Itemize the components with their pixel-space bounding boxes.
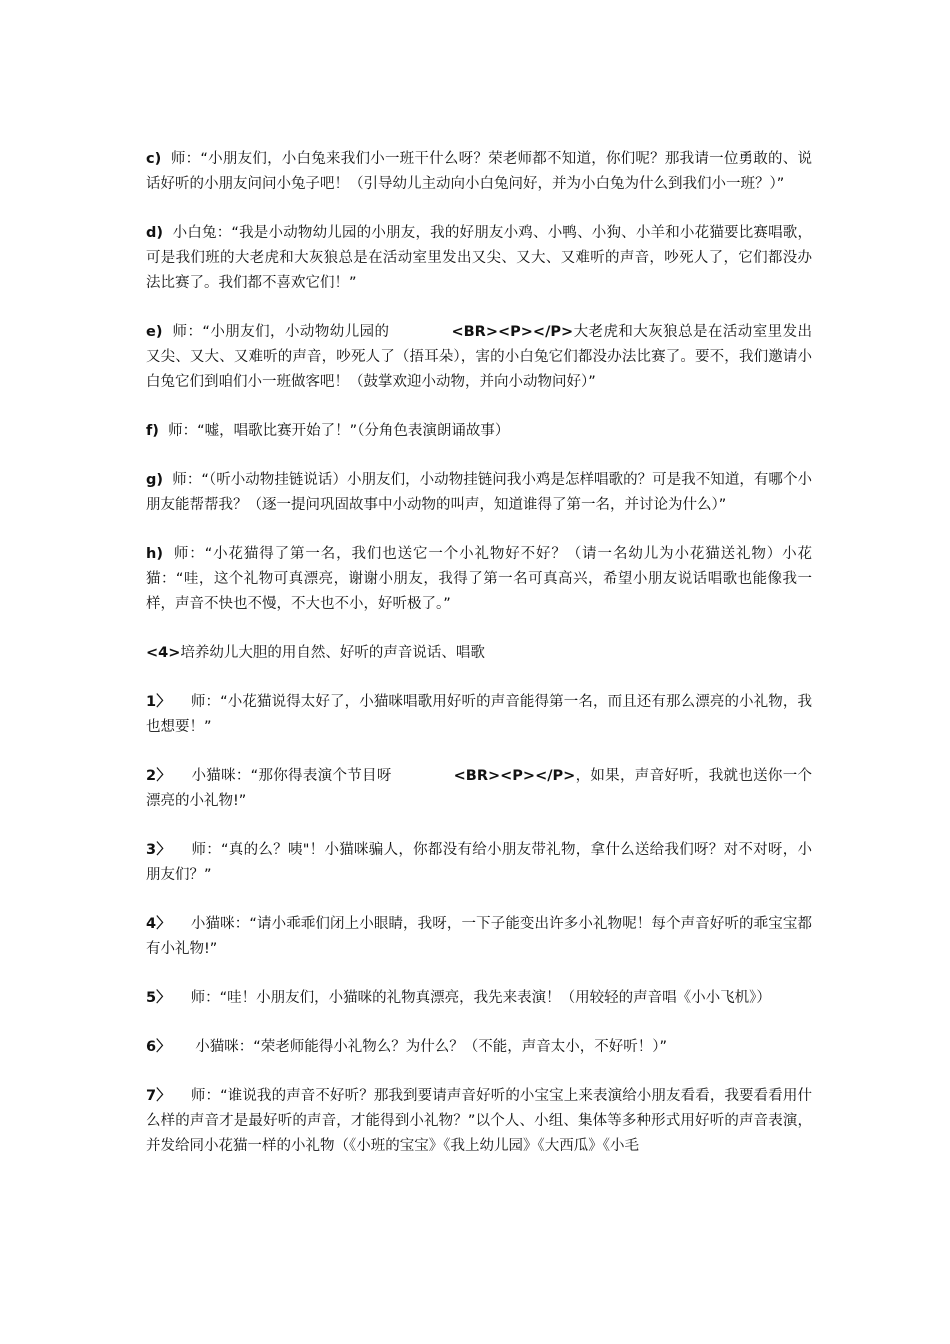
step-label: 4〉 xyxy=(146,916,171,932)
item-text: 小白兔：“我是小动物幼儿园的小朋友，我的好朋友小鸡、小鸭、小狗、小羊和小花猫要比赛唱歌，可是我们班的大老虎和大灰狼总是在活动室里发出又尖、又大、又难听的声音，吵死人了，它们都没办法比赛了。我们都不喜欢它们！” xyxy=(146,225,812,291)
paragraph-e xyxy=(146,320,812,395)
html-tag-text: <BR><P></P> xyxy=(451,324,574,340)
step-5 xyxy=(146,986,812,1011)
step-label: 5〉 xyxy=(146,990,171,1006)
step-text: 小猫咪：“请小乖乖们闭上小眼睛，我呀，一下子能变出许多小礼物呢！每个声音好听的乖宝宝都有小礼物!” xyxy=(146,916,812,957)
step-label: 3〉 xyxy=(146,842,172,858)
step-4 xyxy=(146,912,812,962)
step-6 xyxy=(146,1035,812,1060)
item-text: 师：“嘘，唱歌比赛开始了！”（分角色表演朗诵故事） xyxy=(158,423,510,439)
item-text-continued: 大老虎和大灰狼总是在活动室里发出又尖、又大、又难听的声音，吵死人了（捂耳朵），害的小白兔它们都没办法比赛了。要不，我们邀请小白兔它们到咱们小一班做客吧！（鼓掌欢迎小动物，并向小动物问好）” xyxy=(146,324,813,390)
item-label: e) xyxy=(146,324,163,340)
step-text: 小猫咪：“荣老师能得小礼物么？为什么？（不能，声音太小，不好听！）” xyxy=(190,1039,667,1055)
item-label: h) xyxy=(146,546,163,562)
step-label: 1〉 xyxy=(146,694,171,710)
section-heading-4 xyxy=(146,641,812,666)
paragraph-f xyxy=(146,419,812,444)
section-title: 培养幼儿大胆的用自然、好听的声音说话、唱歌 xyxy=(180,645,485,661)
step-7 xyxy=(146,1084,812,1159)
step-text: 师：“哇！小朋友们，小猫咪的礼物真漂亮，我先来表演！（用较轻的声音唱《小小飞机》） xyxy=(190,990,771,1006)
paragraph-h xyxy=(146,542,812,617)
item-label: d) xyxy=(146,225,164,241)
document-body xyxy=(146,147,812,1183)
step-text: 师：“谁说我的声音不好听？那我到要请声音好听的小宝宝上来表演给小朋友看看，我要看看用什么样的声音才是最好听的声音，才能得到小礼物？”以个人、小组、集体等多种形式用好听的声音表演，并发给同小花猫一样的小礼物（《小班的宝宝》《我上幼儿园》《大西瓜》《小毛 xyxy=(146,1088,812,1154)
paragraph-d xyxy=(146,221,812,296)
item-label: g) xyxy=(146,472,164,488)
step-label: 7〉 xyxy=(146,1088,171,1104)
step-label: 6〉 xyxy=(146,1039,171,1055)
step-1 xyxy=(146,690,812,740)
step-text: 师：“小花猫说得太好了，小猫咪唱歌用好听的声音能得第一名，而且还有那么漂亮的小礼物，我也想要！” xyxy=(146,694,812,735)
paragraph-g xyxy=(146,468,812,518)
step-text: 小猫咪：“那你得表演个节目呀 xyxy=(191,768,392,784)
step-text-continued: ，如果，声音好听，我就也送你一个漂亮的小礼物!” xyxy=(146,768,813,809)
item-text: 师：“（听小动物挂链说话）小朋友们，小动物挂链问我小鸡是怎样唱歌的？可是我不知道，有哪个小朋友能帮帮我？（逐一提问巩固故事中小动物的叫声，知道谁得了第一名，并讨论为什么）” xyxy=(146,472,812,513)
step-label: 2〉 xyxy=(146,768,172,784)
step-3 xyxy=(146,838,812,888)
item-text: 师：“小朋友们，小动物幼儿园的 xyxy=(162,324,390,340)
item-label: c) xyxy=(146,151,162,167)
html-tag-text: <BR><P></P> xyxy=(453,768,576,784)
item-text: 师：“小花猫得了第一名，我们也送它一个小礼物好不好？（请一名幼儿为小花猫送礼物）小花猫：“哇，这个礼物可真漂亮，谢谢小朋友，我得了第一名可真高兴，希望小朋友说话唱歌也能像我一样，声音不快也不慢，不大也不小，好听极了。” xyxy=(146,546,812,612)
item-text: 师：“小朋友们，小白兔来我们小一班干什么呀？荣老师都不知道，你们呢？那我请一位勇敢的、说话好听的小朋友问问小兔子吧！（引导幼儿主动向小白兔问好，并为小白兔为什么到我们小一班？）” xyxy=(146,151,812,192)
paragraph-c xyxy=(146,147,812,197)
step-2 xyxy=(146,764,812,814)
item-label: f) xyxy=(146,423,159,439)
section-number: <4> xyxy=(146,645,181,661)
step-text: 师：“真的么？咦"！小猫咪骗人，你都没有给小朋友带礼物，拿什么送给我们呀？对不对呀，小朋友们？” xyxy=(146,842,812,883)
